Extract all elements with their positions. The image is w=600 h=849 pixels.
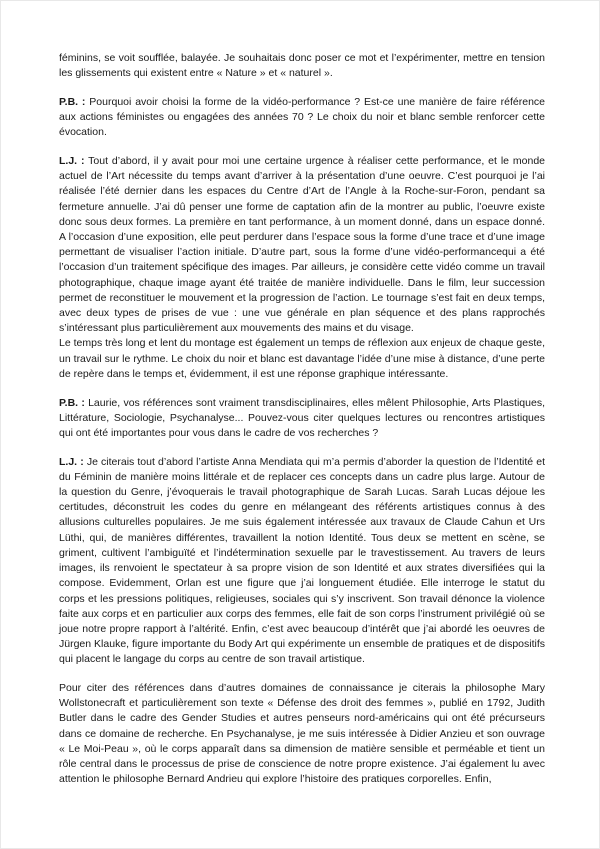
paragraph-text: Pourquoi avoir choisi la forme de la vidéo-performance ? Est-ce une manière de faire référence aux actions féministes ou engagées des années 70 ? Le choix du noir et blanc semble renforcer cette évocation.	[59, 95, 546, 139]
paragraph-text: Je citerais tout d’abord l’artiste Anna Mendiata qui m’a permis d’aborder la question de l’Identité et du Féminin de manière moins littérale et de replacer ces concepts dans un cadre plus large. Autour de la question du Genre, j’évoquerais le travail photographique de Sarah Lucas. Sarah Lucas déjoue les certitudes, déconstruit les codes du genre en mélangeant des référents artistiques connus à des allusions culturelles populaires. Je me suis également intéressée aux travaux de Claude Cahun et Urs Lüthi, qui, de manières différentes, travaillent la notion Identité. Tous deux se mettent en scène, se griment, cultivent l’ambiguïté et l’indétermination sexuelle par le travestissement. Au travers de leurs images, ils renvoient le spectateur à sa propre vision de son Identité et aux strates diversifiées qui la compose. Evidemment, Orlan est une figure que j’ai longuement étudiée. Elle interroge le statut du corps et les pressions politiques, religieuses, sociales qui s’y inscrivent. Son travail dénonce la violence faite aux corps et en particulier aux corps des femmes, elle fait de son corps l’instrument privilégié où se joue notre propre rapport à l’altérité. Enfin, c’est avec beaucoup d’intérêt que j’ai abordé les oeuvres de Jürgen Klauke, figure importante du Body Art qui expérimente un ensemble de pratiques et de dispositifs qui placent le langage du corps au centre de son travail artistique.	[59, 455, 545, 666]
paragraph-text: Tout d’abord, il y avait pour moi une certaine urgence à réaliser cette performance, et le monde actuel de l’Art nécessite du temps avant d’arriver à la présentation d’une oeuvre. C’est pourquoi je l’ai réalisée l’été dernier dans les espaces du Centre d’Art de l’Angle à la Roche-sur-Foron, pendant sa fermeture annuelle. J’ai dû penser une forme de captation afin de la montrer au public, l’oeuvre existe donc sous deux formes. La première en tant performance, à un moment donné, dans un espace donné. A l’occasion d’une exposition, elle peut perdurer dans l’espace sous la forme d’une trace et d’une image permettant de visualiser l’action initiale. D’autre part, sous la forme d’une vidéo-performancequi a été l’occasion d’un traitement spécifique des images. Par ailleurs, je considère cette vidéo comme un travail photographique, chaque image ayant été traitée de manière individuelle. Dans le film, leur succession permet de reconstituer le mouvement et la progression de l’action. Le tournage s’est fait en deux temps, avec deux types de prises de vue : une vue générale en plan séquence et des plans rapprochés s’intéressant plus particulièrement aux mouvements des mains et du visage.	[59, 155, 545, 335]
speaker-label: L.J. :	[59, 455, 84, 468]
answer-paragraph	[59, 154, 545, 336]
question-paragraph	[59, 95, 545, 141]
speaker-label: L.J. :	[59, 155, 85, 168]
paragraph	[59, 681, 545, 787]
paragraph-text: Le temps très long et lent du montage est également un temps de réflexion aux enjeux de chaque geste, un travail sur le rythme. Le choix du noir et blanc est davantage l’idée d’une mise à distance, d’une perte de repère dans le temps et, évidemment, il est une réponse graphique intéressante.	[59, 337, 545, 380]
paragraph-text: Pour citer des références dans d’autres domaines de connaissance je citerais la philosophe Mary Wollstonecraft et particulièrement son texte « Défense des droit des femmes », publié en 1792, Judith Butler dans le cadre des Gender Studies et autres penseurs nord-américains qui ont été précurseurs dans ce domaine de recherche. En Psychanalyse, je me suis intéressée à Didier Anzieu et son ouvrage « Le Moi-Peau », où le corps apparaît dans sa dimension de matière sensible et perméable et tient un rôle central dans le processus de prise de conscience de notre propre existence. J’ai également lu avec attention le philosophe Bernard Andrieu qui explore l’histoire des pratiques corporelles. Enfin,	[59, 682, 545, 786]
paragraph-text: Laurie, vos références sont vraiment transdisciplinaires, elles mêlent Philosophie, Arts Plastiques, Littérature, Sociologie, Psychanalyse... Pouvez-vous citer quelques lectures ou rencontres artistiques qui ont été importantes pour vous dans le cadre de vos recherches ?	[59, 396, 545, 439]
speaker-label: P.B. :	[59, 396, 85, 409]
paragraph-text: féminins, se voit soufflée, balayée. Je souhaitais donc poser ce mot et l’expérimenter, mettre en tension les glissements qui existent entre « Nature » et « naturel ».	[59, 52, 545, 80]
paragraph	[59, 336, 545, 382]
speaker-label: P.B. :	[59, 95, 86, 108]
question-paragraph	[59, 396, 545, 442]
answer-paragraph	[59, 455, 545, 668]
document-body	[59, 51, 545, 787]
paragraph	[59, 51, 545, 81]
